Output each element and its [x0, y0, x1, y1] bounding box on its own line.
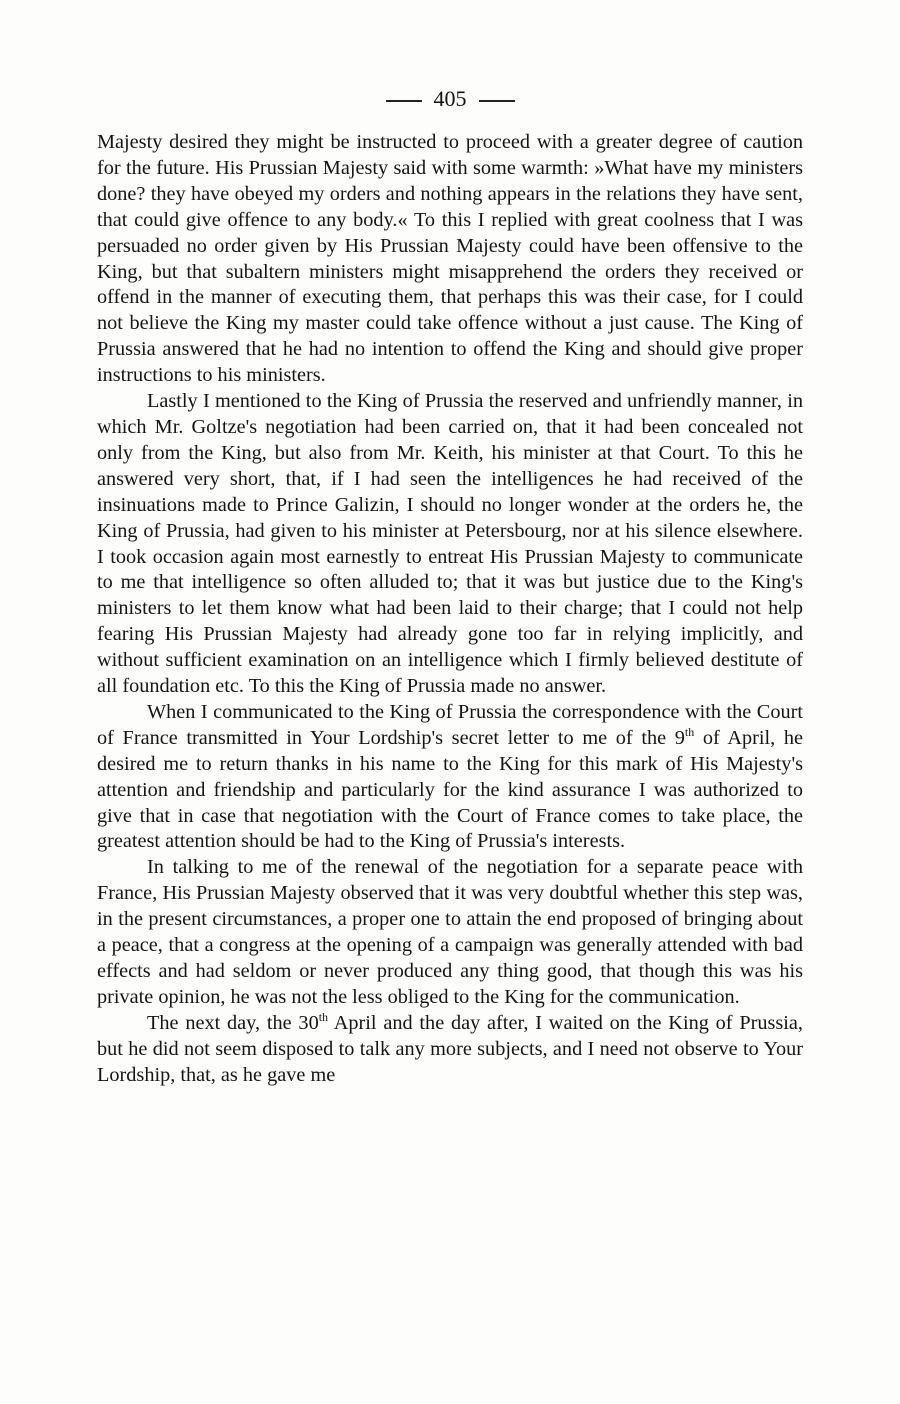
superscript: th [318, 1010, 329, 1025]
header-dash-left [386, 100, 422, 102]
paragraph-text: When I communicated to the King of Prussia the correspondence with the Court of France transmitted in Your Lordship's secret letter to me of the 9 [97, 700, 803, 749]
paragraph [97, 389, 803, 700]
paragraph-text: of April, he desired me to return thanks in his name to the King for this mark of His Majesty's attention and friendship and particularly for the kind assurance I was authorized to give that in case that negotiation with the Court of France comes to take place, the greatest attention should be had to the King of Prussia's interests. [97, 726, 803, 853]
paragraph [97, 700, 803, 855]
superscript: th [684, 725, 695, 740]
paragraph [97, 1011, 803, 1089]
paragraph [97, 855, 803, 1010]
paragraph-text: In talking to me of the renewal of the negotiation for a separate peace with France, His Prussian Majesty observed that it was very doubtful whether this step was, in the present circumstances, a proper one to attain the end proposed of bringing about a peace, that a congress at the opening of a campaign was generally attended with bad effects and had seldom or never produced any thing good, that though this was his private opinion, he was not the less obliged to the King for the communication. [97, 856, 803, 1008]
paragraph-text: April and the day after, I waited on the King of Prussia, but he did not seem disposed to talk any more subjects, and I need not observe to Your Lordship, that, as he gave me [97, 1011, 804, 1086]
body-text [97, 130, 803, 1089]
page-header [0, 86, 900, 112]
paragraph-text: Majesty desired they might be instructed to proceed with a greater degree of caution for the future. His Prussian Majesty said with some warmth: »What have my ministers done? they have obeyed my orders and nothing appears in the relations they have sent, that could give offence to any body.« To this I replied with great coolness that I was persuaded no order given by His Prussian Majesty could have been offensive to the King, but that subaltern ministers might misapprehend the orders they received or offend in the manner of executing them, that perhaps this was their case, for I could not believe the King my master could take offence without a just cause. The King of Prussia answered that he had no intention to offend the King and should give proper instructions to his ministers. [97, 131, 803, 387]
paragraph-text: Lastly I mentioned to the King of Prussia the reserved and unfriendly manner, in which Mr. Goltze's negotiation had been carried on, that it had been concealed not only from the King, but also from Mr. Keith, his minister at that Court. To this he answered very short, that, if I had seen the intelligences he had received of the insinuations made to Prince Galizin, I should no longer wonder at the orders he, the King of Prussia, had given to his minister at Petersbourg, nor at his silence elsewhere. I took occasion again most earnestly to entreat His Prussian Majesty to communicate to me that intelligence so often alluded to; that it was but justice due to the King's ministers to let them know what had been laid to their charge; that I could not help fearing His Prussian Majesty had already gone too far in relying implicitly, and without sufficient examination on an intelligence which I firmly believed destitute of all foundation etc. To this the King of Prussia made no answer. [97, 390, 803, 698]
header-dash-right [479, 100, 515, 102]
paragraph [97, 130, 803, 389]
paragraph-text: The next day, the 30 [147, 1011, 319, 1034]
page-number: 405 [433, 86, 467, 111]
